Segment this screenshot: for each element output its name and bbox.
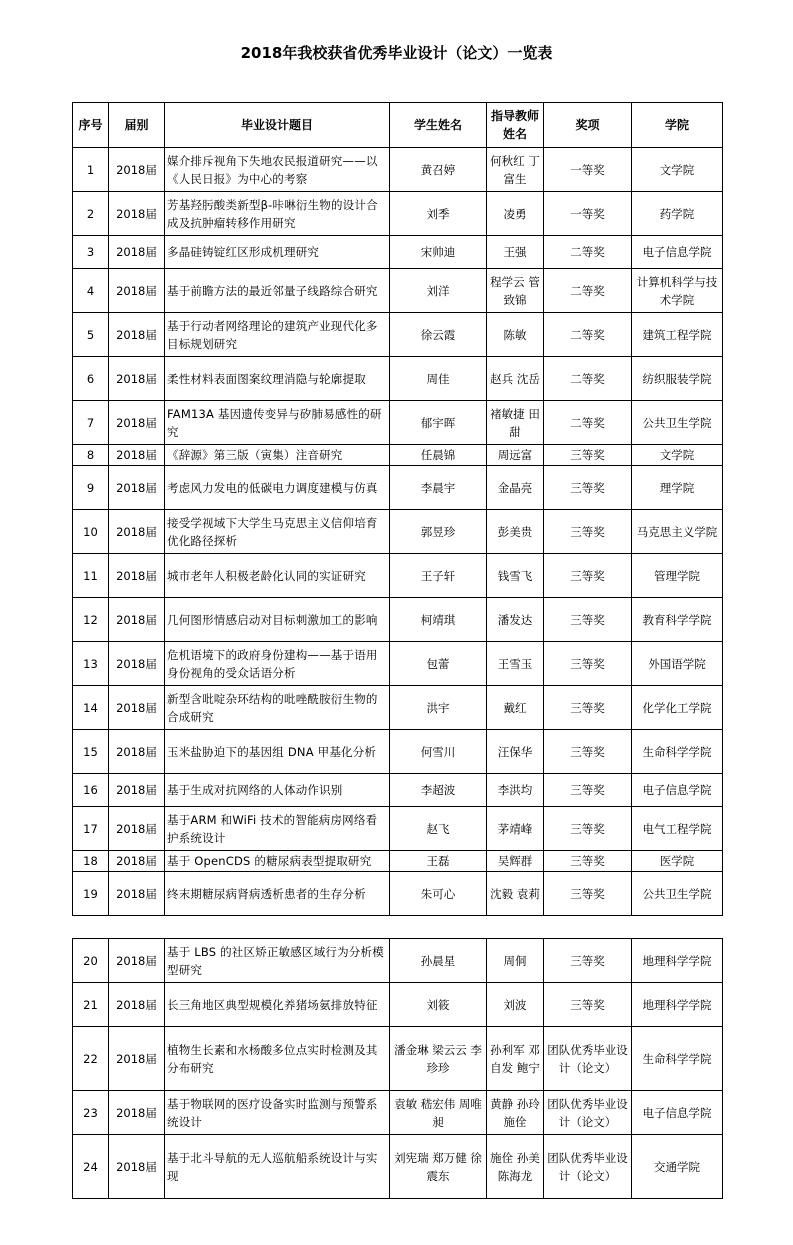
row-college: 生命科学学院 — [632, 730, 723, 774]
row-teacher: 吴辉群 — [487, 851, 544, 872]
row-award: 三等奖 — [544, 686, 632, 730]
row-college: 地理科学学院 — [632, 939, 723, 983]
row-number: 6 — [73, 357, 109, 401]
table-row — [73, 730, 723, 774]
row-topic: 几何图形情感启动对目标刺激加工的影响 — [165, 598, 390, 642]
row-college: 交通学院 — [632, 1135, 723, 1199]
row-year: 2018届 — [109, 730, 165, 774]
row-number: 4 — [73, 269, 109, 313]
row-college: 管理学院 — [632, 554, 723, 598]
row-student: 徐云霞 — [390, 313, 487, 357]
row-teacher: 施佺 孙美 陈海龙 — [487, 1135, 544, 1199]
row-student: 柯靖琪 — [390, 598, 487, 642]
row-teacher: 孙利军 邓自发 鲍宁 — [487, 1027, 544, 1091]
row-number: 15 — [73, 730, 109, 774]
row-topic: 基于 OpenCDS 的糖尿病表型提取研究 — [165, 851, 390, 872]
row-teacher: 钱雪飞 — [487, 554, 544, 598]
row-topic: 基于物联网的医疗设备实时监测与预警系统设计 — [165, 1091, 390, 1135]
row-teacher: 黄静 孙玲 施佺 — [487, 1091, 544, 1135]
row-year: 2018届 — [109, 807, 165, 851]
row-number: 24 — [73, 1135, 109, 1199]
table-row — [73, 939, 723, 983]
row-year: 2018届 — [109, 939, 165, 983]
row-teacher: 陈敏 — [487, 313, 544, 357]
row-topic: 考虑风力发电的低碳电力调度建模与仿真 — [165, 466, 390, 510]
row-teacher: 汪保华 — [487, 730, 544, 774]
row-topic: 柔性材料表面图案纹理消隐与轮廓提取 — [165, 357, 390, 401]
row-year: 2018届 — [109, 445, 165, 466]
row-number: 3 — [73, 236, 109, 269]
header-year: 届别 — [109, 103, 165, 148]
row-year: 2018届 — [109, 1091, 165, 1135]
row-topic: FAM13A 基因遗传变异与矽肺易感性的研究 — [165, 401, 390, 445]
row-topic: 城市老年人积极老龄化认同的实证研究 — [165, 554, 390, 598]
row-teacher: 褚敏捷 田甜 — [487, 401, 544, 445]
table-row — [73, 1091, 723, 1135]
row-college: 纺织服装学院 — [632, 357, 723, 401]
table-row — [73, 774, 723, 807]
row-number: 22 — [73, 1027, 109, 1091]
row-teacher: 赵兵 沈岳 — [487, 357, 544, 401]
row-award: 三等奖 — [544, 872, 632, 916]
row-award: 一等奖 — [544, 148, 632, 192]
table-row — [73, 313, 723, 357]
row-teacher: 李洪均 — [487, 774, 544, 807]
row-award: 团队优秀毕业设计（论文） — [544, 1027, 632, 1091]
row-teacher: 戴红 — [487, 686, 544, 730]
row-teacher: 金晶亮 — [487, 466, 544, 510]
row-teacher: 何秋红 丁富生 — [487, 148, 544, 192]
row-student: 郁宇晖 — [390, 401, 487, 445]
row-number: 21 — [73, 983, 109, 1027]
header-teacher: 指导教师姓名 — [487, 103, 544, 148]
row-year: 2018届 — [109, 148, 165, 192]
table-row — [73, 686, 723, 730]
row-college: 地理科学学院 — [632, 983, 723, 1027]
row-college: 化学化工学院 — [632, 686, 723, 730]
row-topic: 多晶硅铸锭红区形成机理研究 — [165, 236, 390, 269]
row-topic: 终末期糖尿病肾病透析患者的生存分析 — [165, 872, 390, 916]
row-topic: 基于ARM 和WiFi 技术的智能病房网络看护系统设计 — [165, 807, 390, 851]
row-award: 三等奖 — [544, 510, 632, 554]
row-number: 14 — [73, 686, 109, 730]
table-row — [73, 466, 723, 510]
row-teacher: 王雪玉 — [487, 642, 544, 686]
row-year: 2018届 — [109, 872, 165, 916]
row-student: 潘金琳 梁云云 李珍珍 — [390, 1027, 487, 1091]
row-number: 10 — [73, 510, 109, 554]
row-award: 三等奖 — [544, 554, 632, 598]
row-teacher: 茅靖峰 — [487, 807, 544, 851]
row-year: 2018届 — [109, 1135, 165, 1199]
row-topic: 基于行动者网络理论的建筑产业现代化多目标规划研究 — [165, 313, 390, 357]
row-student: 洪宇 — [390, 686, 487, 730]
row-number: 20 — [73, 939, 109, 983]
row-number: 16 — [73, 774, 109, 807]
header-no: 序号 — [73, 103, 109, 148]
row-award: 三等奖 — [544, 642, 632, 686]
row-number: 5 — [73, 313, 109, 357]
row-year: 2018届 — [109, 851, 165, 872]
row-award: 三等奖 — [544, 466, 632, 510]
table-row — [73, 851, 723, 872]
table-row — [73, 269, 723, 313]
row-teacher: 王强 — [487, 236, 544, 269]
row-student: 黄召婷 — [390, 148, 487, 192]
row-award: 三等奖 — [544, 851, 632, 872]
table-row — [73, 642, 723, 686]
row-teacher: 周侗 — [487, 939, 544, 983]
row-student: 赵飞 — [390, 807, 487, 851]
row-teacher: 刘波 — [487, 983, 544, 1027]
row-student: 刘宪瑞 郑万健 徐震东 — [390, 1135, 487, 1199]
row-student: 何雪川 — [390, 730, 487, 774]
row-award: 三等奖 — [544, 774, 632, 807]
row-teacher: 程学云 管致锦 — [487, 269, 544, 313]
row-college: 电子信息学院 — [632, 774, 723, 807]
row-year: 2018届 — [109, 357, 165, 401]
row-teacher: 凌勇 — [487, 192, 544, 236]
row-year: 2018届 — [109, 554, 165, 598]
row-topic: 基于前瞻方法的最近邻量子线路综合研究 — [165, 269, 390, 313]
row-college: 建筑工程学院 — [632, 313, 723, 357]
row-number: 17 — [73, 807, 109, 851]
row-award: 二等奖 — [544, 269, 632, 313]
row-college: 文学院 — [632, 445, 723, 466]
row-award: 二等奖 — [544, 357, 632, 401]
row-teacher: 沈毅 袁莉 — [487, 872, 544, 916]
row-student: 袁敏 嵇宏伟 周唯昶 — [390, 1091, 487, 1135]
row-award: 团队优秀毕业设计（论文） — [544, 1091, 632, 1135]
row-number: 13 — [73, 642, 109, 686]
row-student: 朱可心 — [390, 872, 487, 916]
row-college: 公共卫生学院 — [632, 872, 723, 916]
row-student: 王磊 — [390, 851, 487, 872]
row-teacher: 周远富 — [487, 445, 544, 466]
row-number: 2 — [73, 192, 109, 236]
table-row — [73, 357, 723, 401]
row-award: 三等奖 — [544, 598, 632, 642]
page-title: 2018年我校获省优秀毕业设计（论文）一览表 — [240, 44, 553, 62]
row-college: 生命科学学院 — [632, 1027, 723, 1091]
row-year: 2018届 — [109, 466, 165, 510]
row-student: 刘洋 — [390, 269, 487, 313]
row-year: 2018届 — [109, 192, 165, 236]
row-year: 2018届 — [109, 313, 165, 357]
row-year: 2018届 — [109, 983, 165, 1027]
row-topic: 基于 LBS 的社区矫正敏感区域行为分析模型研究 — [165, 939, 390, 983]
row-teacher: 彭美贵 — [487, 510, 544, 554]
row-teacher: 潘发达 — [487, 598, 544, 642]
row-topic: 危机语境下的政府身份建构——基于语用身份视角的受众话语分析 — [165, 642, 390, 686]
row-college: 药学院 — [632, 192, 723, 236]
row-topic: 芳基羟肟酸类新型β-咔啉衍生物的设计合成及抗肿瘤转移作用研究 — [165, 192, 390, 236]
row-award: 三等奖 — [544, 730, 632, 774]
table-row — [73, 1135, 723, 1199]
row-student: 任晨锦 — [390, 445, 487, 466]
row-college: 文学院 — [632, 148, 723, 192]
row-college: 医学院 — [632, 851, 723, 872]
row-number: 8 — [73, 445, 109, 466]
row-award: 三等奖 — [544, 983, 632, 1027]
row-college: 教育科学学院 — [632, 598, 723, 642]
table-row — [73, 236, 723, 269]
row-number: 12 — [73, 598, 109, 642]
row-student: 刘筱 — [390, 983, 487, 1027]
row-topic: 基于生成对抗网络的人体动作识别 — [165, 774, 390, 807]
row-number: 7 — [73, 401, 109, 445]
row-year: 2018届 — [109, 642, 165, 686]
row-topic: 媒介排斥视角下失地农民报道研究——以《人民日报》为中心的考察 — [165, 148, 390, 192]
table-row — [73, 510, 723, 554]
row-college: 马克思主义学院 — [632, 510, 723, 554]
row-year: 2018届 — [109, 774, 165, 807]
row-student: 李晨宇 — [390, 466, 487, 510]
table-row — [73, 983, 723, 1027]
row-number: 23 — [73, 1091, 109, 1135]
row-student: 包蕾 — [390, 642, 487, 686]
row-college: 电气工程学院 — [632, 807, 723, 851]
awards-table-continued — [72, 938, 723, 1199]
row-award: 团队优秀毕业设计（论文） — [544, 1135, 632, 1199]
row-topic: 植物生长素和水杨酸多位点实时检测及其分布研究 — [165, 1027, 390, 1091]
table-row — [73, 1027, 723, 1091]
row-topic: 长三角地区典型规模化养猪场氨排放特征 — [165, 983, 390, 1027]
row-student: 宋帅迪 — [390, 236, 487, 269]
header-college: 学院 — [632, 103, 723, 148]
awards-table — [72, 102, 723, 916]
row-number: 9 — [73, 466, 109, 510]
table-row — [73, 148, 723, 192]
row-topic: 《辞源》第三版（寅集）注音研究 — [165, 445, 390, 466]
table-row — [73, 554, 723, 598]
table-row — [73, 401, 723, 445]
row-award: 二等奖 — [544, 401, 632, 445]
row-award: 二等奖 — [544, 313, 632, 357]
row-topic: 玉米盐胁迫下的基因组 DNA 甲基化分析 — [165, 730, 390, 774]
row-award: 三等奖 — [544, 939, 632, 983]
row-student: 李超波 — [390, 774, 487, 807]
table-row — [73, 598, 723, 642]
table-row — [73, 872, 723, 916]
row-year: 2018届 — [109, 510, 165, 554]
row-award: 二等奖 — [544, 236, 632, 269]
row-year: 2018届 — [109, 598, 165, 642]
row-number: 1 — [73, 148, 109, 192]
header-student: 学生姓名 — [390, 103, 487, 148]
row-college: 理学院 — [632, 466, 723, 510]
row-student: 王子轩 — [390, 554, 487, 598]
row-college: 电子信息学院 — [632, 1091, 723, 1135]
row-year: 2018届 — [109, 1027, 165, 1091]
row-number: 18 — [73, 851, 109, 872]
row-college: 计算机科学与技术学院 — [632, 269, 723, 313]
row-year: 2018届 — [109, 269, 165, 313]
row-number: 11 — [73, 554, 109, 598]
row-year: 2018届 — [109, 686, 165, 730]
row-year: 2018届 — [109, 236, 165, 269]
row-student: 刘季 — [390, 192, 487, 236]
row-year: 2018届 — [109, 401, 165, 445]
row-college: 电子信息学院 — [632, 236, 723, 269]
row-topic: 基于北斗导航的无人巡航船系统设计与实现 — [165, 1135, 390, 1199]
header-topic: 毕业设计题目 — [165, 103, 390, 148]
table-row — [73, 192, 723, 236]
row-college: 外国语学院 — [632, 642, 723, 686]
header-row — [73, 103, 723, 148]
row-student: 郭昱珍 — [390, 510, 487, 554]
row-topic: 接受学视域下大学生马克思主义信仰培育优化路径探析 — [165, 510, 390, 554]
row-student: 孙晨星 — [390, 939, 487, 983]
header-award: 奖项 — [544, 103, 632, 148]
table-row — [73, 445, 723, 466]
row-number: 19 — [73, 872, 109, 916]
row-award: 一等奖 — [544, 192, 632, 236]
row-award: 三等奖 — [544, 807, 632, 851]
row-award: 三等奖 — [544, 445, 632, 466]
row-student: 周佳 — [390, 357, 487, 401]
row-topic: 新型含吡啶杂环结构的吡唑酰胺衍生物的合成研究 — [165, 686, 390, 730]
table-row — [73, 807, 723, 851]
row-college: 公共卫生学院 — [632, 401, 723, 445]
